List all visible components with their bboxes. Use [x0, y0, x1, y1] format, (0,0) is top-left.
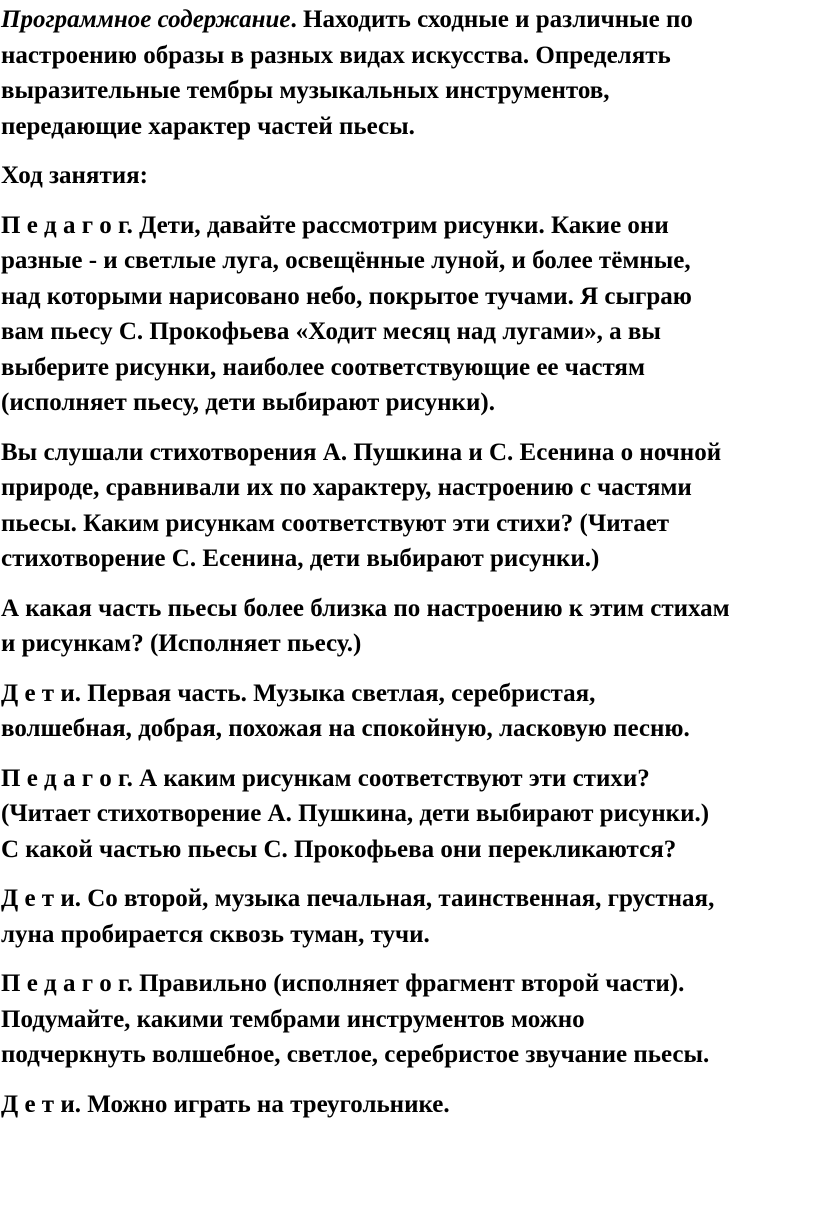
text-line: разные - и светлые луга, освещённые луной, и более тёмные,: [1, 247, 691, 274]
paragraph-teacher-3: [1, 591, 816, 662]
text-line: Подумайте, какими тембрами инструментов можно: [1, 1005, 585, 1033]
text-line: П е д а г о г. Правильно (исполняет фрагмент второй части).: [1, 970, 685, 997]
text-line: С какой частью пьесы С. Прокофьева они перекликаются?: [1, 835, 677, 863]
text-line: Д е т и. Можно играть на треугольнике.: [1, 1090, 450, 1118]
text-line: настроению образы в разных видах искусства. Определять: [1, 41, 671, 69]
text-line: передающие характер частей пьесы.: [1, 112, 415, 140]
text-line: над которыми нарисовано небо, покрытое тучами. Я сыграю: [1, 282, 692, 310]
text-line: Д е т и. Первая часть. Музыка светлая, серебристая,: [1, 679, 596, 707]
text-line: выразительные тембры музыкальных инструментов,: [1, 77, 610, 104]
text-line: стихотворение С. Есенина, дети выбирают рисунки.): [1, 545, 600, 572]
paragraph-children-3: [1, 1087, 816, 1123]
paragraph-teacher-1: [1, 208, 816, 421]
paragraph-program-content: [1, 2, 816, 144]
text-line: подчеркнуть волшебное, светлое, серебристое звучание пьесы.: [1, 1041, 710, 1068]
paragraph-teacher-2: [1, 435, 816, 577]
text-line: выберите рисунки, наиболее соответствующие ее частям: [1, 353, 645, 381]
text-line: и рисункам? (Исполняет пьесу.): [1, 630, 362, 657]
paragraph-lesson-heading: [1, 158, 816, 194]
lesson-heading: Ход занятия:: [1, 162, 148, 189]
text-line: [1, 2, 816, 38]
text-line: А какая часть пьесы более близка по настроению к этим стихам: [1, 594, 730, 622]
text-line: Д е т и. Со второй, музыка печальная, таинственная, грустная,: [1, 885, 715, 912]
program-content-label: Программное содержание: [1, 6, 291, 33]
text-segment: . Находить сходные и различные по: [290, 6, 693, 33]
text-line: П е д а г о г. Дети, давайте рассмотрим рисунки. Какие они: [1, 211, 669, 239]
paragraph-children-1: [1, 676, 816, 747]
text-line: природе, сравнивали их по характеру, настроению с частями: [1, 474, 692, 501]
text-line: Вы слушали стихотворения А. Пушкина и С. Есенина о ночной: [1, 438, 722, 466]
paragraph-children-2: [1, 881, 816, 952]
text-line: волшебная, добрая, похожая на спокойную, ласковую песню.: [1, 715, 690, 742]
paragraph-teacher-5: [1, 966, 816, 1073]
text-line: П е д а г о г. А каким рисункам соответствуют эти стихи?: [1, 764, 650, 792]
paragraph-teacher-4: [1, 761, 816, 868]
text-line: луна пробирается сквозь туман, тучи.: [1, 920, 430, 948]
text-line: пьесы. Каким рисункам соответствуют эти стихи? (Читает: [1, 509, 670, 537]
text-line: (исполняет пьесу, дети выбирают рисунки).: [1, 389, 495, 416]
text-line: (Читает стихотворение А. Пушкина, дети выбирают рисунки.): [1, 800, 710, 827]
text-line: вам пьесу С. Прокофьева «Ходит месяц над лугами», а вы: [1, 318, 661, 345]
